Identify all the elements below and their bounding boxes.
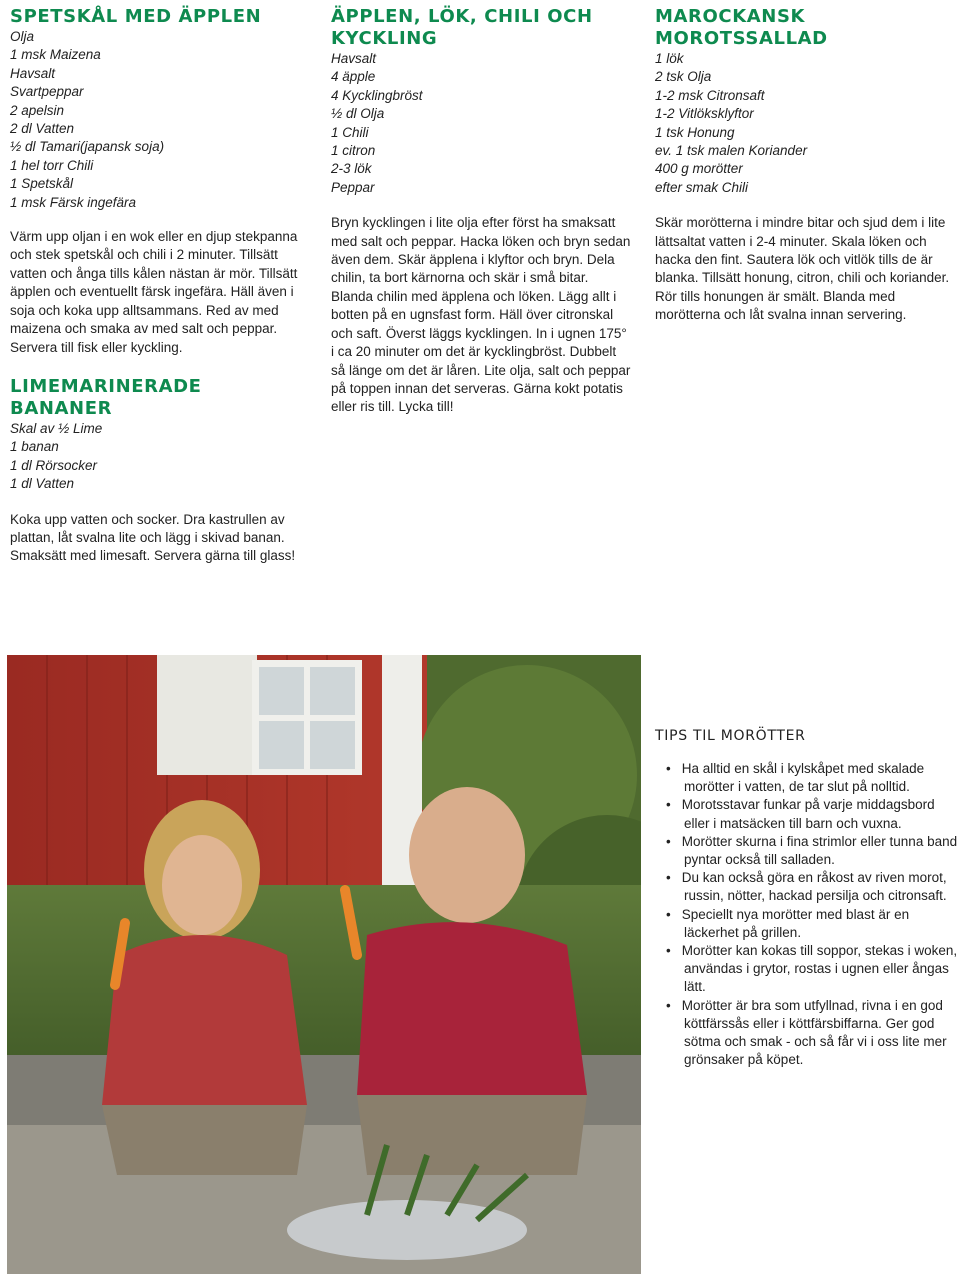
tip-item: • Ha alltid en skål i kylskåpet med skalade morötter i vatten, de tar slut på nolltid.	[655, 760, 960, 796]
ingredient: 1-2 Vitlöksklyftor	[655, 106, 754, 122]
ingredient: 2 dl Vatten	[10, 121, 75, 137]
recipe-method: Koka upp vatten och socker. Dra kastrullen av plattan, låt svalna lite och lägg i skivad banan. Smaksätt med limesaft. Servera gärna till glass!	[10, 511, 296, 564]
recipe-title: MAROCKANSK MOROTSSALLAD	[655, 6, 828, 49]
tips-box	[655, 728, 960, 1069]
column-left	[10, 6, 310, 566]
tips-title: TIPS TIL MORÖTTER	[655, 728, 806, 744]
photo-children-with-carrots	[7, 655, 641, 1274]
ingredient: 2-3 lök	[331, 161, 372, 177]
ingredient: efter smak Chili	[655, 179, 749, 195]
ingredient: 1 banan	[10, 439, 59, 455]
ingredient: 1 Spetskål	[10, 176, 74, 192]
ingredient: Peppar	[331, 179, 375, 195]
recipe-title: SPETSKÅL MED ÄPPLEN	[10, 6, 262, 27]
tip-item: • Speciellt nya morötter med blast är en läckerhet på grillen.	[655, 906, 960, 942]
tips-list	[655, 760, 960, 1069]
ingredient: ½ dl Tamari(japansk soja)	[10, 139, 165, 155]
tip-item: • Morötter skurna i fina strimlor eller tunna band pyntar också till salladen.	[655, 833, 960, 869]
ingredient: 4 Kycklingbröst	[331, 87, 423, 103]
ingredient: Skal av ½ Lime	[10, 420, 103, 436]
column-right	[655, 6, 955, 325]
ingredient: 1 dl Rörsocker	[10, 457, 98, 473]
ingredient: 1 citron	[331, 143, 376, 159]
ingredient: 1 msk Maizena	[10, 47, 101, 63]
ingredient: 1 Chili	[331, 124, 369, 140]
ingredient: ½ dl Olja	[331, 106, 385, 122]
ingredient-list	[10, 28, 310, 212]
tip-item: • Morötter är bra som utfyllnad, rivna i en god köttfärssås eller i köttfärsbiffarna. Ger god sötma och smak - och så får vi i oss lite mer grönsaker på köpet.	[655, 997, 960, 1070]
ingredient: 2 apelsin	[10, 102, 65, 118]
ingredient-list	[10, 420, 310, 494]
ingredient: 1 lök	[655, 51, 684, 66]
ingredient: 4 äpple	[331, 69, 376, 85]
ingredient: Olja	[10, 29, 35, 44]
ingredient: 1 dl Vatten	[10, 476, 75, 492]
column-middle	[331, 6, 631, 417]
ingredient-list	[331, 50, 631, 197]
tip-item: • Morotsstavar funkar på varje middagsbord eller i matsäcken till barn och vuxna.	[655, 796, 960, 832]
recipe-method: Värm upp oljan i en wok eller en djup stekpanna och stek spetskål och chili i 2 minuter. Tillsätt vatten och ånga tills kålen nästan är mör. Tillsätt äpplen och eventuellt färsk ingefära. Häll även i soja och koka upp alltsammans. Red av med maizena och smaka av med salt och peppar. Servera till fisk eller kyckling.	[10, 229, 298, 355]
recipe-title: ÄPPLEN, LÖK, CHILI OCH KYCKLING	[331, 6, 593, 49]
ingredient: 400 g morötter	[655, 161, 743, 177]
ingredient: 1 msk Färsk ingefära	[10, 194, 137, 210]
ingredient: 1 hel torr Chili	[10, 157, 94, 173]
recipe-method: Bryn kycklingen i lite olja efter först ha smaksatt med salt och peppar. Hacka löken och bryn sedan även dem. Skär äpplena i klyftor och bryn. Dela chilin, ta bort kärnorna och skär i små bitar. Blanda chilin med äpplena och löken. Lägg allt i botten på en ugnsfast form. Häll över citronskal och saft. Överst läggs kycklingen. In i ugnen 175° i ca 20 minuter om det är kycklingbröst. Dubbelt så länge om det är låren. Lite olja, salt och peppar på toppen innan det serveras. Gärna kokt potatis eller ris till. Lycka till!	[331, 215, 631, 415]
tip-item: • Du kan också göra en råkost av riven morot, russin, nötter, hackad persilja och citronsaft.	[655, 869, 960, 905]
tip-item: • Morötter kan kokas till soppor, stekas i woken, användas i grytor, rostas i ugnen eller ångas lätt.	[655, 942, 960, 997]
recipe-title: LIMEMARINERADE BANANER	[10, 375, 202, 419]
ingredient: ev. 1 tsk malen Koriander	[655, 143, 808, 159]
ingredient-list	[655, 50, 955, 197]
ingredient: Havsalt	[331, 51, 377, 66]
ingredient: 1 tsk Honung	[655, 124, 735, 140]
ingredient: Svartpeppar	[10, 84, 84, 100]
ingredient: 1-2 msk Citronsaft	[655, 87, 765, 103]
recipe-method: Skär morötterna i mindre bitar och sjud dem i lite lättsaltat vatten i 2-4 minuter. Skala löken och hacka den fint. Sautera lök och vitlök tills de är blanka. Tillsätt honung, citron, chili och koriander. Rör tills honungen är smält. Blanda med morötterna och låt svalna innan servering.	[655, 215, 950, 323]
ingredient: 2 tsk Olja	[655, 69, 712, 85]
ingredient: Havsalt	[10, 65, 56, 81]
